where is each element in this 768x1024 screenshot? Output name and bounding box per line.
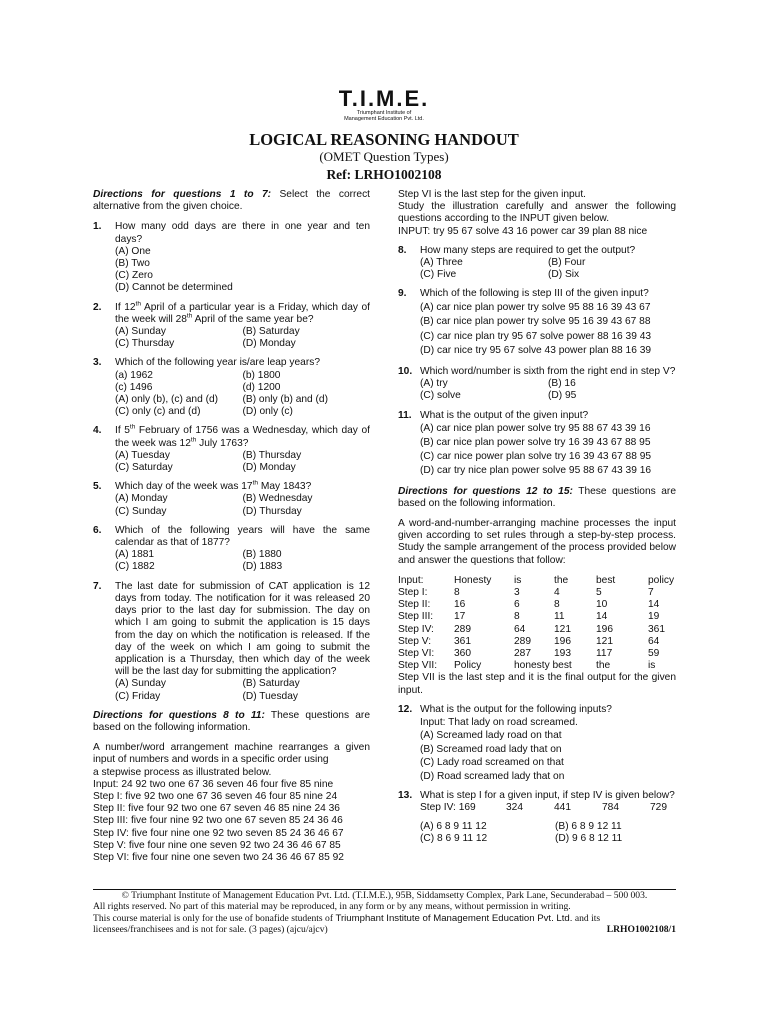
option: (B) Two xyxy=(115,258,150,270)
option: (A) Monday xyxy=(115,493,168,505)
step-line: Step I: five 92 two one 67 36 seven 46 four 85 nine 24 xyxy=(93,790,338,802)
question-6: 6. Which of the following years will have the same calendar as that of 1877? (A) 1881 (B) 1880 (C) 1882 (D) 1883 xyxy=(93,524,370,573)
option: (B) Four xyxy=(548,257,586,269)
option: (A) Tuesday xyxy=(115,449,170,461)
option: (D) Thursday xyxy=(242,505,302,517)
option: (B) 1880 xyxy=(242,549,282,561)
question-2: 2. If 12th April of a particular year is a Friday, which day of the week will 28th April of the same year be? (A) Sunday (B) Saturday (C) Thursday (D) Monday xyxy=(93,300,371,350)
page-subtitle: (OMET Question Types) xyxy=(319,149,449,164)
option: (B) Wednesday xyxy=(242,493,313,505)
option: (D) Monday xyxy=(242,338,296,350)
option: (C) 1882 xyxy=(115,561,155,573)
logo-subtitle-2: Management Education Pvt. Ltd. xyxy=(344,116,424,122)
option: (A) Screamed lady road on that xyxy=(420,730,562,742)
option: (A) Three xyxy=(420,257,463,269)
option: (C) Lady road screamed on that xyxy=(420,757,564,769)
right-column xyxy=(398,189,676,852)
intro-line: Study the illustration carefully and answer the following questions according to the INPUT given below. xyxy=(398,201,676,225)
option: (D) 1883 xyxy=(242,561,283,573)
option: (D) Tuesday xyxy=(242,690,298,702)
option: (A) Sunday xyxy=(115,326,166,338)
copyright-footer xyxy=(93,889,676,936)
option: (D) 9 6 8 12 11 xyxy=(555,832,623,844)
option: (C) car nice power plan solve try 16 39 43 67 88 95 xyxy=(420,451,652,463)
option: (A) only (b), (c) and (d) xyxy=(115,394,219,406)
option: (D) car try nice plan power solve 95 88 67 43 39 16 xyxy=(420,465,652,477)
option: (C) 8 6 9 11 12 xyxy=(420,832,488,844)
directions-8-11: Directions for questions 8 to 11: These questions are based on the following information. xyxy=(93,709,370,733)
logo-subtitle-1: Triumphant Institute of xyxy=(356,110,412,116)
option: (D) Monday xyxy=(242,462,296,474)
step-line: Input: 24 92 two one 67 36 seven 46 four five 85 nine xyxy=(93,778,334,790)
option: (c) 1496 xyxy=(115,381,153,393)
option: (B) Screamed road lady that on xyxy=(420,743,562,755)
step-iv-values: Step IV: 169 324 441 784 729 xyxy=(420,802,667,814)
option: (A) 6 8 9 11 12 xyxy=(420,820,487,832)
question-7: 7. The last date for submission of CAT application is 12 days from today. The notification for it was released 20 days prior to the last day for submission. The day on which I am going to submit the application is 15 days from the day on which the notification is released. If the day of the week on which I am going to submit the application is a Thursday, then which day of the week will be the last day for submitting the application? (A) Sunday (B) Saturday (C) Friday (D) Tuesday xyxy=(93,580,370,702)
option: (C) Friday xyxy=(115,690,161,702)
option: (C) Zero xyxy=(115,270,153,282)
option: (b) 1800 xyxy=(242,369,281,381)
option: (D) car nice try 95 67 solve 43 power plan 88 16 39 xyxy=(420,345,652,357)
option: (C) only (c) and (d) xyxy=(115,406,201,418)
option: (C) Saturday xyxy=(115,462,173,474)
left-column xyxy=(93,189,370,864)
option: (D) Cannot be determined xyxy=(115,282,233,294)
option: (B) 16 xyxy=(548,378,576,390)
option: (C) Five xyxy=(420,269,457,281)
option: (C) Sunday xyxy=(115,505,167,517)
option: (B) car nice plan power solve try 16 39 43 67 88 95 xyxy=(420,437,651,449)
question-1: 1. How many odd days are there in one year and ten days? (A) One (B) Two (C) Zero (D) Cannot be determined xyxy=(93,221,370,294)
option: (D) only (c) xyxy=(242,406,293,418)
step-line: Step V: five four nine one seven 92 two 24 36 46 67 85 xyxy=(93,839,341,851)
question-10: 10. Which word/number is sixth from the right end in step V? (A) try (B) 16 (C) solve (D) 95 xyxy=(398,366,676,402)
input-line: Input: That lady on road screamed. xyxy=(420,717,578,729)
option: (B) only (b) and (d) xyxy=(242,394,328,406)
option: (B) Saturday xyxy=(242,326,300,338)
question-9: 9. Which of the following is step III of the given input? (A) car nice plan power try solve 95 88 16 39 43 67 (B) car nice plan power try solve 95 16 39 43 67 88 (C) car nice plan try 95 67 solve power 88 16 39 43 (D) car nice try 95 67 solve 43 power plan 88 16 39 xyxy=(398,288,676,359)
option: (A) One xyxy=(115,245,151,257)
question-12: 12. What is the output for the following inputs? Input: That lady on road screamed. (A) Screamed lady road on that (B) Screamed road lady that on (C) Lady road screamed on that (D) Road screamed lady that on xyxy=(398,704,676,783)
option: (C) car nice plan try 95 67 solve power 88 16 39 43 xyxy=(420,330,652,342)
usage-line: This course material is only for the use of bonafide students of Triumphant Institute of Management Education Pvt. Ltd. and its xyxy=(93,912,601,924)
page-code: LRHO1002108/1 xyxy=(606,924,676,936)
option: (C) Thursday xyxy=(115,338,175,350)
directions-1-7: Directions for questions 1 to 7: Select the correct alternative from the given choice. xyxy=(93,189,370,213)
page-title: LOGICAL REASONING HANDOUT xyxy=(249,130,519,149)
arranging-intro: A word-and-number-arranging machine processes the input given according to set rules through a step-by-step process. Study the sample arrangement of the process provided below and answer the questions that follow: xyxy=(398,518,676,566)
option: (B) 6 8 9 12 11 xyxy=(555,820,622,832)
question-8: 8. How many steps are required to get the output? (A) Three (B) Four (C) Five (D) Six xyxy=(398,245,676,282)
directions-12-15: Directions for questions 12 to 15: These questions are based on the following information. xyxy=(398,485,676,509)
reference-code: Ref: LRHO1002108 xyxy=(326,167,442,182)
steps-table: Input: Honesty is the best policy Step I: 8 3 4 5 7 Step II: 16 6 8 10 14 Step III: 17 8 11 14 19 Step IV: 289 64 121 196 361 Step V: 361 289 196 121 64 Step VI: 360 287 193 117 59 Step VII: Policy honesty best the is xyxy=(398,574,675,672)
option: (a) 1962 xyxy=(115,369,153,381)
option: (B) Thursday xyxy=(242,449,302,461)
question-3: 3. Which of the following year is/are leap years? (a) 1962 (b) 1800 (c) 1496 (d) 1200 (A) only (b), (c) and (d) (B) only (b) and (d) (C) only (c) and (d) (D) only (c) xyxy=(93,357,370,418)
intro-line: INPUT: try 95 67 solve 43 16 power car 39 plan 88 nice xyxy=(398,225,648,237)
option: (A) car nice plan power solve try 95 88 67 43 39 16 xyxy=(420,422,651,434)
question-13: 13. What is step I for a given input, if step IV is given below? Step IV: 169 324 441 784 729 (A) 6 8 9 11 12 (B) 6 8 9 12 11 (C) 8 6 9 11 12 (D) 9 6 8 12 11 xyxy=(398,790,676,845)
step-line: Step III: five four nine 92 two one 67 seven 85 24 36 46 xyxy=(93,815,343,827)
option: (A) 1881 xyxy=(115,549,155,561)
option: (C) solve xyxy=(420,390,461,402)
option: (d) 1200 xyxy=(242,381,281,393)
option: (B) Saturday xyxy=(242,678,300,690)
option: (D) Road screamed lady that on xyxy=(420,770,565,782)
option: (A) Sunday xyxy=(115,678,166,690)
option: (A) try xyxy=(420,378,448,390)
option: (D) Six xyxy=(548,269,580,281)
intro-line: Step VI is the last step for the given input. xyxy=(398,189,587,200)
question-4: 4. If 5th February of 1756 was a Wednesday, which day of the week was 12th July 1763? (A) Tuesday (B) Thursday (C) Saturday (D) Monday xyxy=(93,424,370,474)
question-11: 11. What is the output of the given input? (A) car nice plan power solve try 95 88 67 43 39 16 (B) car nice plan power solve try 16 39 43 67 88 95 (C) car nice power plan solve try 16 39 43 67 88 95 (D) car try nice plan power solve 95 88 67 43 39 16 xyxy=(398,410,676,479)
license-line: licensees/franchisees and is not for sale. (3 pages) (ajcu/ajcv) LRHO1002108/1 xyxy=(93,924,676,936)
step-line: Step IV: five four nine one 92 two seven 85 24 36 46 67 xyxy=(93,827,344,839)
option: (A) car nice plan power try solve 95 88 16 39 43 67 xyxy=(420,301,651,313)
option: (D) 95 xyxy=(548,390,577,402)
time-logo xyxy=(0,88,768,122)
final-step-note: Step VII is the last step and it is the final output for the given input. xyxy=(398,672,676,696)
logo-mark: T.I.M.E. xyxy=(338,86,430,111)
step-line: Step II: five four 92 two one 67 seven 46 85 nine 24 36 xyxy=(93,803,340,815)
rights-line: All rights reserved. No part of this material may be reproduced, in any form or by any means, without permission in writing. xyxy=(93,901,571,913)
machine-intro-2: a stepwise process as illustrated below. xyxy=(93,766,272,778)
question-5: 5. Which day of the week was 17th May 1843? (A) Monday (B) Wednesday (C) Sunday (D) Thursday xyxy=(93,481,370,518)
step-line: Step VI: five four nine one seven two 24 36 46 67 85 92 xyxy=(93,851,344,863)
copyright-line: © Triumphant Institute of Management Education Pvt. Ltd. (T.I.M.E.), 95B, Siddamsetty Complex, Park Lane, Secunderabad – 500 003. xyxy=(93,889,676,901)
option: (B) car nice plan power try solve 95 16 39 43 67 88 xyxy=(420,316,651,328)
machine-intro: A number/word arrangement machine rearranges a given input of numbers and words in a specific order using xyxy=(93,742,370,766)
